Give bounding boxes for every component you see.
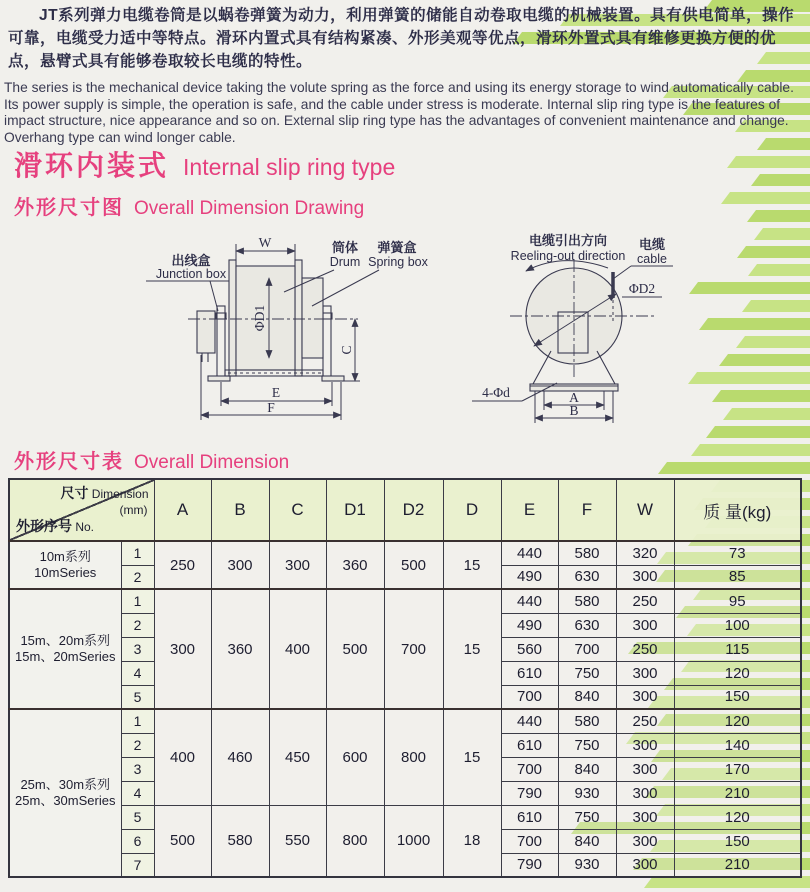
dim-value: 300 [616, 661, 674, 685]
subsection-title-dimension-table [14, 445, 289, 474]
column-header: 质 量(kg) [674, 479, 801, 541]
cable-label-cn: 电缆 [638, 237, 666, 252]
weight-value: 120 [674, 661, 801, 685]
drum-label-en: Drum [329, 255, 361, 269]
dim-value: 300 [154, 589, 211, 709]
row-no: 3 [121, 637, 154, 661]
dim-value: 630 [558, 565, 616, 589]
dim-value: 750 [558, 661, 616, 685]
reeling-direction-label-en: Reeling-out direction [510, 249, 626, 263]
table-row [9, 589, 801, 613]
dim-value: 320 [616, 541, 674, 565]
dim-value: 300 [616, 613, 674, 637]
dim-value: 800 [384, 709, 443, 805]
subsection-title-dimension-drawing [14, 191, 364, 220]
dim-value: 300 [616, 757, 674, 781]
dim-value: 930 [558, 781, 616, 805]
dim-value: 560 [501, 637, 558, 661]
dim-value: 930 [558, 853, 616, 877]
dim-value: 490 [501, 565, 558, 589]
dim-value: 300 [616, 733, 674, 757]
dim-value: 300 [616, 829, 674, 853]
dim-value: 630 [558, 613, 616, 637]
column-header: E [501, 479, 558, 541]
weight-value: 120 [674, 805, 801, 829]
weight-value: 210 [674, 781, 801, 805]
spring-box-label-cn: 弹簧盒 [377, 240, 417, 255]
dim-value: 18 [443, 805, 501, 877]
dim-value: 250 [154, 541, 211, 589]
dim-value: 750 [558, 733, 616, 757]
column-header: D [443, 479, 501, 541]
dim-value: 500 [154, 805, 211, 877]
dim-value: 300 [269, 541, 326, 589]
row-no: 5 [121, 805, 154, 829]
dim-value: 700 [501, 757, 558, 781]
row-no: 2 [121, 733, 154, 757]
side-view-dimension-drawing [132, 224, 432, 429]
dim-value: 700 [558, 637, 616, 661]
front-view-dimension-drawing [450, 224, 715, 429]
dim-value: 840 [558, 685, 616, 709]
dim-value: 440 [501, 709, 558, 733]
corner-dimension-label: 尺寸 Dimension [60, 485, 149, 501]
subsection-title-en: Overall Dimension [134, 452, 290, 473]
dim-value: 300 [616, 565, 674, 589]
weight-value: 150 [674, 685, 801, 709]
row-no: 3 [121, 757, 154, 781]
dim-value: 300 [211, 541, 269, 589]
column-header: F [558, 479, 616, 541]
dim-value: 610 [501, 661, 558, 685]
dim-4d-label: 4-Φd [482, 385, 510, 400]
row-no: 4 [121, 661, 154, 685]
dim-d1-label: ΦD1 [252, 304, 267, 332]
section-title-cn: 滑环内装式 [14, 150, 170, 181]
junction-box-label-cn: 出线盒 [171, 253, 211, 268]
dim-value: 580 [211, 805, 269, 877]
dim-value: 490 [501, 613, 558, 637]
dim-value: 840 [558, 757, 616, 781]
dim-value: 15 [443, 589, 501, 709]
dim-d2-label: ΦD2 [628, 281, 656, 296]
row-no: 2 [121, 565, 154, 589]
table-row [9, 541, 801, 565]
dim-value: 250 [616, 637, 674, 661]
dim-value: 580 [558, 541, 616, 565]
column-header: W [616, 479, 674, 541]
dim-value: 360 [211, 589, 269, 709]
subsection-title-cn: 外形尺寸图 [14, 197, 124, 219]
dim-value: 500 [384, 541, 443, 589]
drum-label-cn: 筒体 [331, 240, 359, 255]
row-no: 2 [121, 613, 154, 637]
subsection-title-en: Overall Dimension Drawing [134, 198, 365, 219]
series-cell: 15m、20m系列 15m、20mSeries [9, 589, 121, 709]
table-header-row [9, 479, 801, 541]
dim-value: 300 [616, 685, 674, 709]
intro-paragraph-english: The series is the mechanical device taking the volute spring as the force and using its energy storage to wind automatically cable. Its power supply is simple, the operation is safe, and the cable under stress is moderate. Internal slip ring type is the features of impact structure, nice appearance and so on. External slip ring type has the advantages of convenient maintenance and change. Overhang type can wind longer cable. [4, 80, 794, 145]
dim-value: 300 [616, 805, 674, 829]
table-corner-cell [9, 479, 154, 541]
dim-value: 400 [269, 589, 326, 709]
dim-w-label: W [258, 235, 272, 250]
dim-c-label: C [339, 345, 354, 355]
dimension-table-wrapper [8, 478, 802, 878]
dim-value: 700 [501, 685, 558, 709]
dim-value: 700 [501, 829, 558, 853]
weight-value: 150 [674, 829, 801, 853]
series-cell: 10m系列 10mSeries [9, 541, 121, 589]
dim-value: 15 [443, 541, 501, 589]
row-no: 7 [121, 853, 154, 877]
dim-value: 550 [269, 805, 326, 877]
weight-value: 170 [674, 757, 801, 781]
section-title-en: Internal slip ring type [183, 154, 396, 180]
section-title-internal-slip-ring [14, 144, 395, 184]
dim-a-label: A [569, 390, 579, 405]
dim-value: 750 [558, 805, 616, 829]
weight-value: 73 [674, 541, 801, 565]
dim-value: 15 [443, 709, 501, 805]
weight-value: 210 [674, 853, 801, 877]
corner-unit-label: (mm) [119, 503, 148, 517]
row-no: 4 [121, 781, 154, 805]
column-header: B [211, 479, 269, 541]
dim-value: 610 [501, 805, 558, 829]
dim-value: 790 [501, 781, 558, 805]
dim-value: 700 [384, 589, 443, 709]
reeling-direction-label-cn: 电缆引出方向 [528, 233, 608, 248]
row-no: 1 [121, 589, 154, 613]
dim-value: 580 [558, 589, 616, 613]
dim-value: 450 [269, 709, 326, 805]
dim-value: 580 [558, 709, 616, 733]
row-no: 6 [121, 829, 154, 853]
weight-value: 100 [674, 613, 801, 637]
corner-no-label: 外形序号 No. [16, 518, 95, 534]
spring-box-label-en: Spring box [368, 255, 428, 269]
junction-box-label-en: Junction box [155, 267, 227, 281]
table-row [9, 805, 801, 829]
row-no: 1 [121, 709, 154, 733]
dimension-table [8, 478, 802, 878]
column-header: D1 [326, 479, 384, 541]
dim-value: 250 [616, 709, 674, 733]
dim-b-label: B [569, 403, 579, 418]
column-header: D2 [384, 479, 443, 541]
dim-value: 610 [501, 733, 558, 757]
dim-f-label: F [267, 400, 275, 415]
table-row [9, 709, 801, 733]
dim-value: 440 [501, 589, 558, 613]
dim-value: 250 [616, 589, 674, 613]
dim-value: 840 [558, 829, 616, 853]
dim-value: 800 [326, 805, 384, 877]
cable-label-en: cable [637, 252, 667, 266]
dim-value: 360 [326, 541, 384, 589]
weight-value: 140 [674, 733, 801, 757]
series-cell: 25m、30m系列 25m、30mSeries [9, 709, 121, 877]
dim-value: 1000 [384, 805, 443, 877]
weight-value: 120 [674, 709, 801, 733]
dim-e-label: E [271, 385, 281, 400]
dim-value: 400 [154, 709, 211, 805]
dim-value: 460 [211, 709, 269, 805]
column-header: A [154, 479, 211, 541]
intro-paragraph-chinese: JT系列弹力电缆卷筒是以蜗卷弹簧为动力，利用弹簧的储能自动卷取电缆的机械装置。具有供电简单，操作可靠，电缆受力适中等特点。滑环内置式具有结构紧凑、外形美观等优点，滑环外置式具有维修更换方便的优点，悬臂式具有能够卷取较长电缆的特性。 [8, 7, 795, 70]
column-header: C [269, 479, 326, 541]
row-no: 5 [121, 685, 154, 709]
row-no: 1 [121, 541, 154, 565]
dim-value: 600 [326, 709, 384, 805]
dim-value: 300 [616, 781, 674, 805]
subsection-title-cn: 外形尺寸表 [14, 451, 124, 473]
dim-value: 500 [326, 589, 384, 709]
weight-value: 85 [674, 565, 801, 589]
weight-value: 95 [674, 589, 801, 613]
dim-value: 790 [501, 853, 558, 877]
dim-value: 300 [616, 853, 674, 877]
dim-value: 440 [501, 541, 558, 565]
weight-value: 115 [674, 637, 801, 661]
